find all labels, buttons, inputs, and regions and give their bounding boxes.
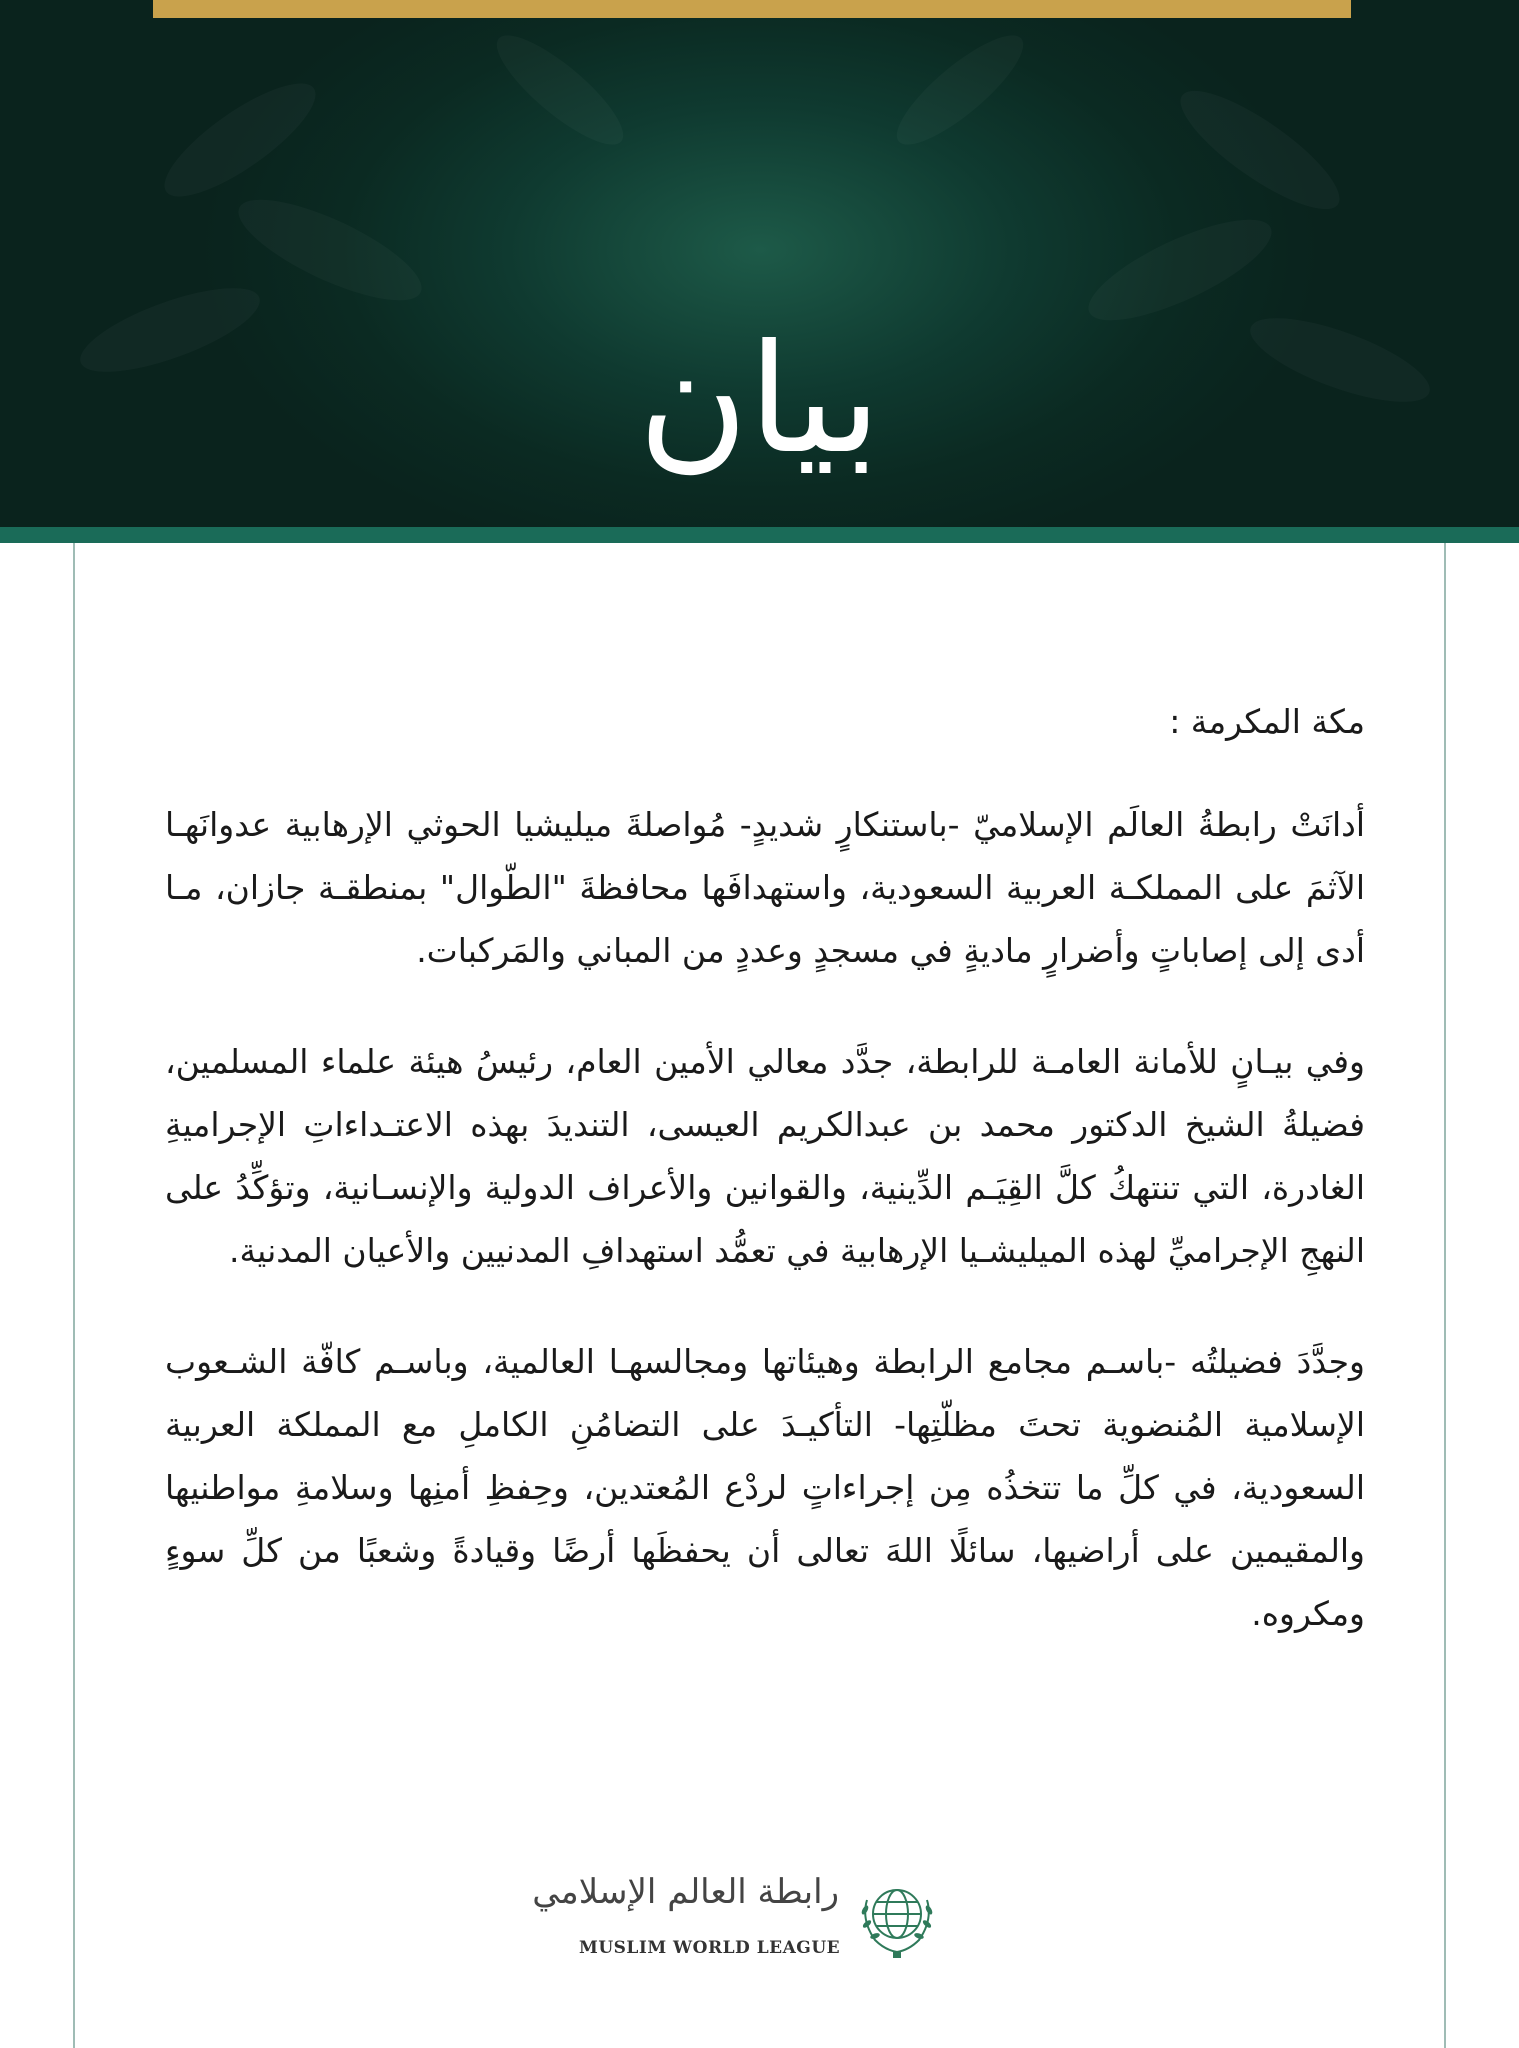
muslim-world-league-logo xyxy=(532,1870,945,1980)
statement-title: بيان xyxy=(638,313,881,487)
globe-wreath-icon xyxy=(849,1870,945,1966)
statement-paragraph-3: وجدَّدَ فضيلتُه -باسـم مجامع الرابطة وهيئاتها ومجالسهـا العالمية، وباسـم كافّة الشـعوب الإسلامية المُنضوية تحتَ مظلّتِها- التأكيـدَ على التضامُنِ الكاملِ مع المملكة العربية السعودية، في كلِّ ما تتخذُه مِن إجراءاتٍ لردْع المُعتدين، وحِفظِ أمنِها وسلامةِ مواطنيها والمقيمين على أراضيها، سائلًا اللهَ تعالى أن يحفظَها أرضًا وقيادةً وشعبًا من كلِّ سوءٍ ومكروه. xyxy=(165,1342,1365,1633)
statement-paragraph-1: أدانَتْ رابطةُ العالَم الإسلاميّ -باستنكارٍ شديدٍ- مُواصلةَ ميليشيا الحوثي الإرهابية عدوانَهـا الآثمَ على المملكـة العربية السعودية، واستهدافَها محافظةَ "الطّوال" بمنطقـة جازان، مـا أدى إلى إصاباتٍ وأضرارٍ ماديةٍ في مسجدٍ وعددٍ من المباني والمَركبات. xyxy=(165,805,1365,970)
statement-paragraph-2: وفي بيـانٍ للأمانة العامـة للرابطة، جدَّد معالي الأمين العام، رئيسُ هيئة علماء المسلمين، فضيلةُ الشيخ الدكتور محمد بن عبدالكريم العيسى، التنديدَ بهذه الاعتـداءاتِ الإجراميةِ الغادرة، التي تنتهكُ كلَّ القِيَـم الدِّينية، والقوانين والأعراف الدولية والإنسـانية، وتؤكِّدُ على النهجِ الإجراميِّ لهذه الميليشـيا الإرهابية في تعمُّد استهدافِ المدنيين والأعيان المدنية. xyxy=(165,1042,1365,1270)
logo-arabic-name: رابطة العالم الإسلامي xyxy=(532,1872,839,1912)
statement-body xyxy=(165,690,1365,1693)
statement-location: مكة المكرمة : xyxy=(1169,702,1365,741)
logo-english-name: MUSLIM WORLD LEAGUE xyxy=(579,1938,841,1958)
header-banner xyxy=(0,0,1519,527)
header-bottom-strip xyxy=(0,527,1519,543)
gold-top-bar xyxy=(153,0,1351,18)
